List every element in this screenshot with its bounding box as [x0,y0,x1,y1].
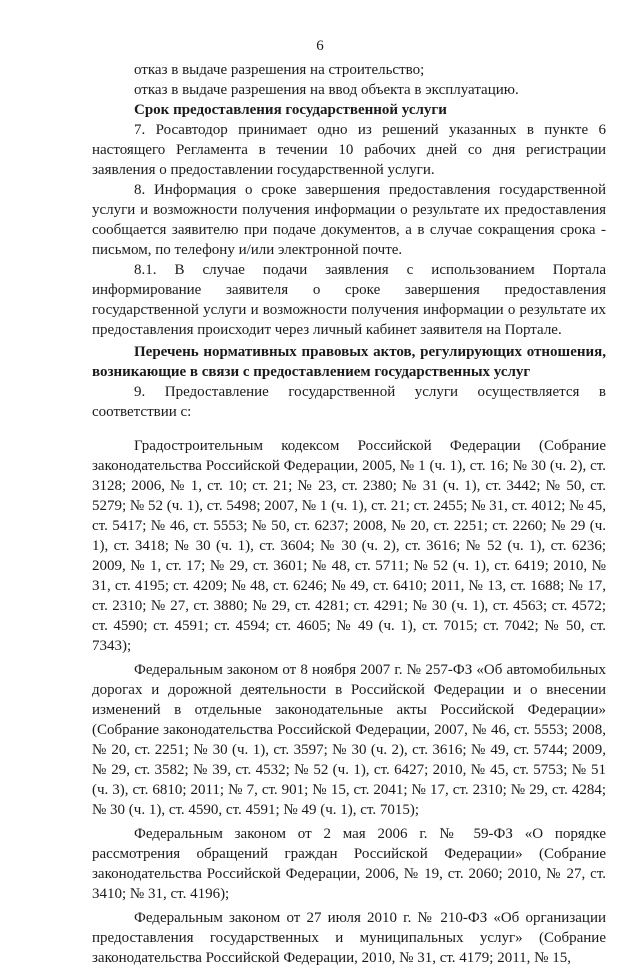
heading-acts: Перечень нормативных правовых актов, регулирующих отношения, возникающие в связи с предоставлением государственных услуг [92,344,606,380]
item-7: 7. Росавтодор принимает одно из решений указанных в пункте 6 настоящего Регламента в течении 10 рабочих дней со дня регистрации заявления о предоставлении государственной услуги. [92,122,606,178]
act-257: Федеральным законом от 8 ноября 2007 г. № 257-ФЗ «Об автомобильных дорогах и дорожной деятельности в Российской Федерации и о внесении изменений в отдельные законодательные акты Российской Федерации» (Собрание законодательства Российской Федерации, 2007, № 46, ст. 5553; 2008, № 20, ст. 2251; № 30 (ч. 1), ст. 3597; № 30 (ч. 2), ст. 3616; № 49, ст. 5744; 2009, № 29, ст. 3582; № 39, ст. 4532; № 52 (ч. 1), ст. 6427; 2010, № 45, ст. 5753; № 51 (ч. 3), ст. 6810; 2011; № 7, ст. 901; № 15, ст. 2041; № 17, ст. 2310; № 29, ст. 4284; № 30 (ч. 1), ст. 4590, ст. 4591; № 49 (ч. 1), ст. 7015); [92,662,606,818]
refusal-commissioning: отказ в выдаче разрешения на ввод объекта в эксплуатацию. [134,82,519,98]
act-59: Федеральным законом от 2 мая 2006 г. № 59-ФЗ «О порядке рассмотрения обращений граждан Российской Федерации» (Собрание законодательства Российской Федерации, 2006, № 19, ст. 2060; 2010, № 27, ст. 3410; № 31, ст. 4196); [92,826,606,902]
act-town-planning: Градостроительным кодексом Российской Федерации (Собрание законодательства Российской Федерации, 2005, № 1 (ч. 1), ст. 16; № 30 (ч. 2), ст. 3128; 2006, № 1, ст. 10; ст. 21; № 23, ст. 2380; № 31 (ч. 1), ст. 3442; № 50, ст. 5279; № 52 (ч. 1), ст. 5498; 2007, № 1 (ч. 1), ст. 21; ст. 2455; № 31, ст. 4012; № 45, ст. 5417; № 46, ст. 5553; № 50, ст. 6237; 2008, № 20, ст. 2251; ст. 2260; № 29 (ч. 1), ст. 3418; № 30 (ч. 1), ст. 3604; № 30 (ч. 2), ст. 3616; № 52 (ч. 1), ст. 6236; 2009, № 1, ст. 17; № 29, ст. 3601; № 48, ст. 5711; № 52 (ч. 1), ст. 6419; 2010, № 31, ст. 4195; ст. 4209; № 48, ст. 6246; № 49, ст. 6410; 2011, № 13, ст. 1688; № 17, ст. 2310; № 27, ст. 3880; № 29, ст. 4281; ст. 4291; № 30 (ч. 1), ст. 4563; ст. 4572; ст. 4590; ст. 4591; ст. 4594; ст. 4605; № 49 (ч. 1), ст. 7015; ст. 7042; № 50, ст. 7343); [92,438,606,654]
item-8-1: 8.1. В случае подачи заявления с использованием Портала информирование заявителя о сроке завершения предоставления государственной услуги и возможности получения информации о результате их предоставления происходит через личный кабинет заявителя на Портале. [92,262,606,338]
page-number: 6 [316,38,324,54]
item-8: 8. Информация о сроке завершения предоставления государственной услуги и возможности получения информации о результате их предоставления сообщается заявителю при подаче документов, а в случае сокращения срока - письмом, по телефону и/или электронной почте. [92,182,606,258]
refusal-construction: отказ в выдаче разрешения на строительство; [134,62,425,78]
item-9: 9. Предоставление государственной услуги осуществляется в соответствии с: [92,384,606,420]
heading-term: Срок предоставления государственной услуги [134,102,447,118]
page-body [92,60,606,968]
act-210: Федеральным законом от 27 июля 2010 г. № 210-ФЗ «Об организации предоставления государственных и муниципальных услуг» (Собрание законодательства Российской Федерации, 2010, № 31, ст. 4179; 2011, № 15, [92,910,606,966]
